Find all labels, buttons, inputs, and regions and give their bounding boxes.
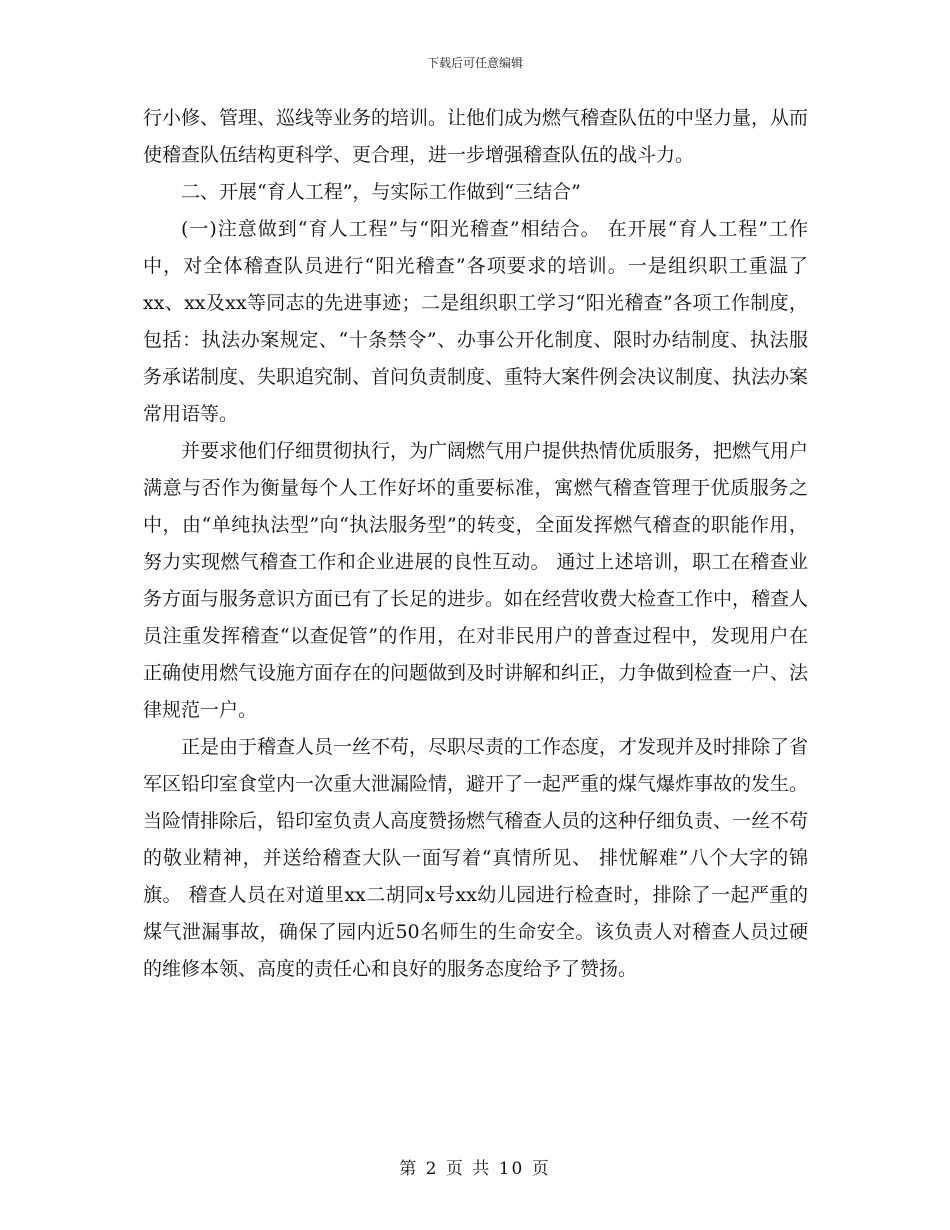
paragraph-sunshine-audit: (一)注意做到“育人工程”与“阳光稽查”相结合。 在开展“育人工程”工作中，对全体稽查队员进行“阳光稽查”各项要求的培训。一是组织职工重温了xx、xx及xx等同志的先进事迹；二是组织职工学习“阳光稽查”各项工作制度，包括：执法办案规定、“十条禁令”、办事公开化制度、限时办结制度、执法服务承诺制度、失职追究制、首问负责制度、重特大案件例会决议制度、执法办案常用语等。 xyxy=(143,218,809,425)
page-number: 第 2 页 共 10 页 xyxy=(399,1159,551,1179)
paragraph-leak-incidents: 正是由于稽查人员一丝不苟，尽职尽责的工作态度，才发现并及时排除了省军区铅印室食堂内一次重大泄漏险情，避开了一起严重的煤气爆炸事故的发生。当险情排除后，铅印室负责人高度赞扬燃气稽查人员的这种仔细负责、一丝不苟的敬业精神，并送给稽查大队一面写着“真情所见、 排忧解难”八个大字的锦旗。 稽查人员在对道里xx二胡同x号xx幼儿园进行检查时，排除了一起严重的煤气泄漏事故，确保了园内近50名师生的生命安全。该负责人对稽查人员过硬的维修本领、高度的责任心和良好的服务态度给予了赞扬。 xyxy=(143,736,809,980)
document-body xyxy=(143,100,808,988)
page-header: 下载后可任意编辑 xyxy=(426,56,523,70)
paragraph-service-requirements: 并要求他们仔细贯彻执行，为广阔燃气用户提供热情优质服务，把燃气用户满意与否作为衡量每个人工作好坏的重要标准，寓燃气稽查管理于优质服务之中，由“单纯执法型”向“执法服务型”的转变，全面发挥燃气稽查的职能作用，努力实现燃气稽查工作和企业进展的良性互动。 通过上述培训，职工在稽查业务方面与服务意识方面已有了长足的进步。如在经营收费大检查工作中，稽查人员注重发挥稽查“以查促管”的作用，在对非民用户的普查过程中，发现用户在正确使用燃气设施方面存在的问题做到及时讲解和纠正，力争做到检查一户、法律规范一户。 xyxy=(143,440,809,721)
paragraph-continuation: 行小修、管理、巡线等业务的培训。让他们成为燃气稽查队伍的中坚力量，从而使稽查队伍结构更科学、更合理，进一步增强稽查队伍的战斗力。 xyxy=(143,107,809,166)
section-heading: 二、开展“育人工程”，与实际工作做到“三结合” xyxy=(181,181,581,203)
